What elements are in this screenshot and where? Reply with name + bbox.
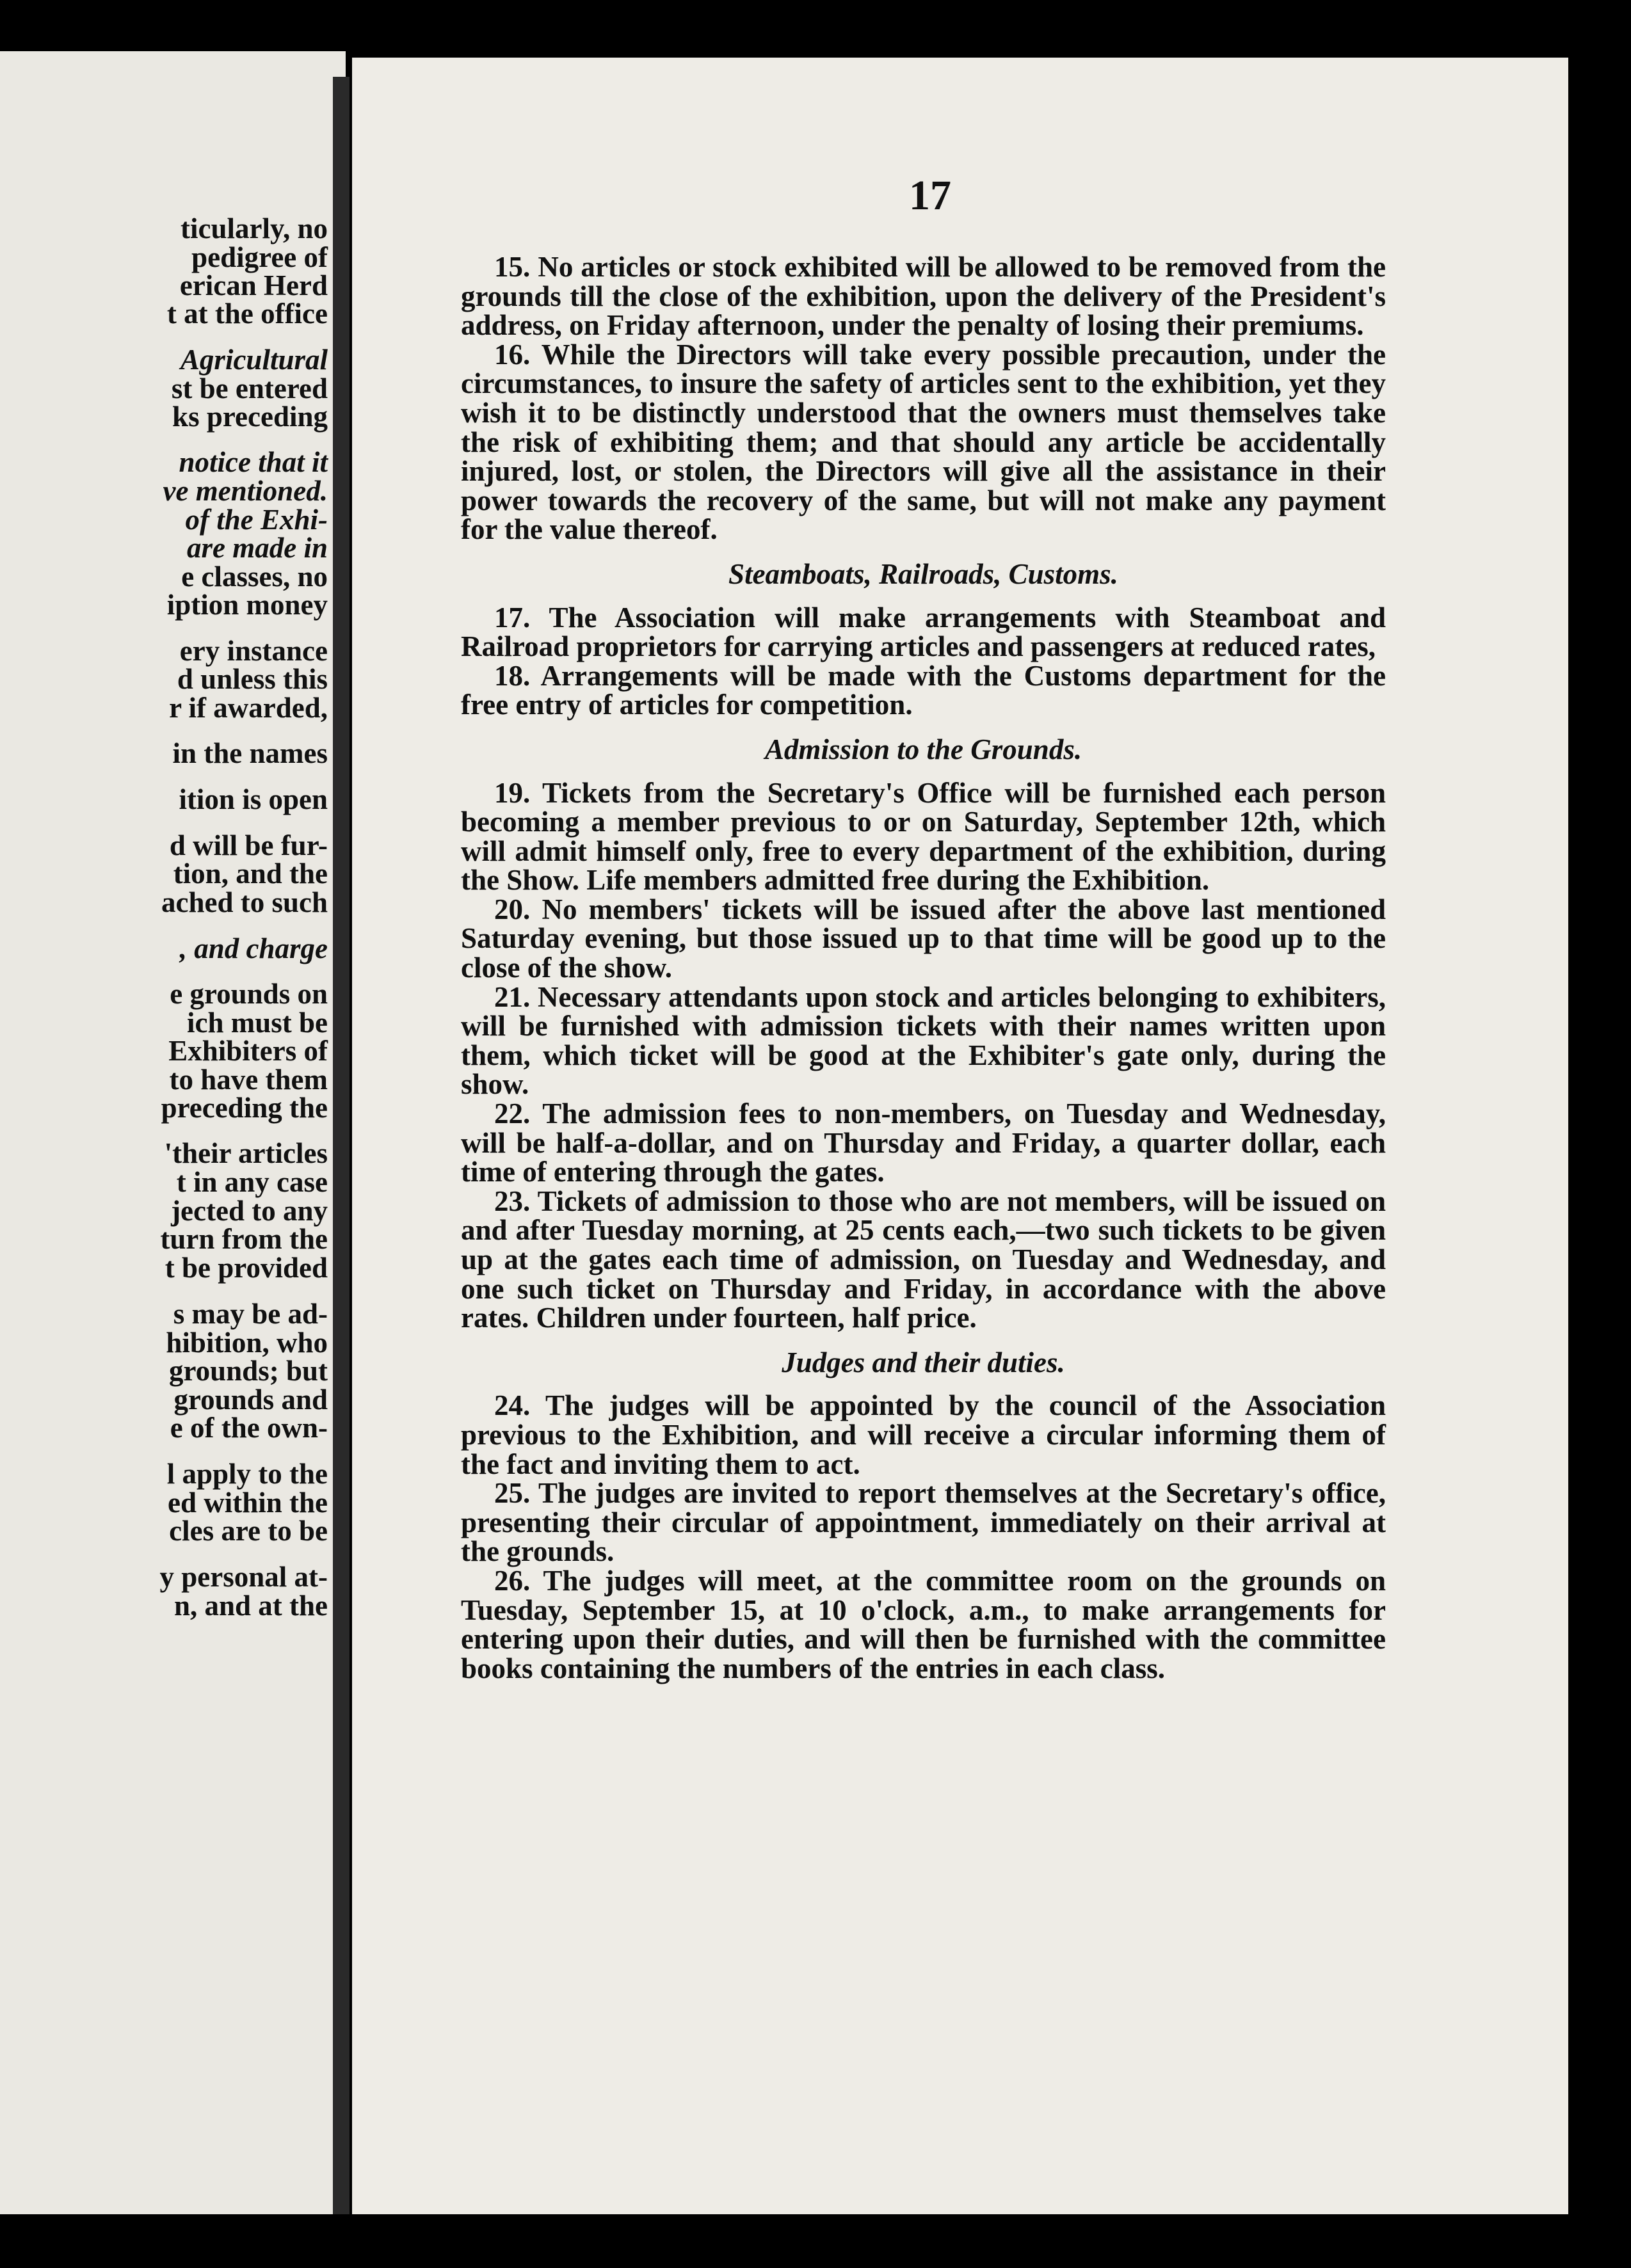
left-page-text-fragment: ition is open: [179, 783, 328, 815]
left-page-text-fragment: y personal at-: [159, 1561, 328, 1593]
left-page-text-fragment: ticularly, no: [180, 212, 328, 244]
left-page-text-fragment: d unless this: [177, 663, 328, 695]
rule-paragraph: 26. The judges will meet, at the committee room on the grounds on Tuesday, September 15, at 10 o'clock, a.m., to make arrangements for entering upon their duties, and will then be furnished with the committee books containing the numbers of the entries in each class.: [461, 1564, 1386, 1684]
section-heading: Admission to the Grounds.: [764, 733, 1082, 765]
section-heading: Judges and their duties.: [782, 1346, 1065, 1378]
rule-paragraph: 17. The Association will make arrangements with Steamboat and Railroad proprietors for carrying articles and passengers at reduced rates,: [461, 601, 1386, 663]
left-page-text-fragment: Agricultural: [180, 344, 328, 376]
left-page-text-fragment: e of the own-: [170, 1412, 328, 1444]
left-page-text-fragment: t in any case: [176, 1166, 328, 1198]
left-page-text-fragment: ks preceding: [172, 401, 328, 433]
rule-paragraph: 15. No articles or stock exhibited will be allowed to be removed from the grounds till the close of the exhibition, upon the delivery of the President's address, on Friday afternoon, under the penalty of losing their premiums.: [461, 251, 1386, 342]
left-page-text-fragment: jected to any: [171, 1195, 328, 1227]
left-page-text-fragment: 'their articles: [164, 1137, 328, 1169]
left-page-text-fragment: grounds; but: [168, 1355, 328, 1387]
left-page-text-fragment: ery instance: [179, 635, 328, 667]
left-page-text-fragment: l apply to the: [166, 1458, 328, 1490]
left-page-text-fragment: d will be fur-: [169, 829, 328, 861]
book-spine: [333, 77, 349, 2214]
left-page-text-fragment: notice that it: [179, 446, 328, 478]
left-page-text-fragment: in the names: [172, 737, 328, 769]
left-page-text-fragment: ve mentioned.: [163, 475, 328, 507]
left-page-text-fragment: of the Exhi-: [185, 504, 328, 536]
left-page-text-fragment: , and charge: [179, 932, 328, 964]
left-page-text-fragment: iption money: [166, 589, 328, 621]
left-page-text-fragment: to have them: [169, 1064, 328, 1096]
left-page-text-fragment: Exhibiters of: [168, 1035, 328, 1067]
rule-paragraph: 20. No members' tickets will be issued after the above last mentioned Saturday evening, but those issued up to that time will be good up to the close of the show.: [461, 893, 1386, 984]
left-page-text-fragment: n, and at the: [173, 1590, 328, 1622]
left-page-text-fragment: s may be ad-: [173, 1298, 328, 1330]
left-page-text-fragment: t be provided: [165, 1252, 328, 1284]
left-page-text-fragment: tion, and the: [173, 858, 328, 890]
rule-paragraph: 21. Necessary attendants upon stock and articles belonging to exhibiters, will be furnished with admission tickets with their names written upon them, which ticket will be good at the Exhibiter's gate only, during the show.: [461, 980, 1386, 1101]
left-page-text-fragment: are made in: [187, 532, 328, 564]
left-page-text-fragment: e grounds on: [170, 978, 328, 1010]
rule-paragraph: 24. The judges will be appointed by the council of the Association previous to the Exhibition, and will receive a circular informing them of the fact and inviting them to act.: [461, 1389, 1386, 1480]
left-page-text-fragment: pedigree of: [191, 241, 328, 273]
body-text: [461, 253, 1386, 1683]
left-page-text-fragment: cles are to be: [169, 1515, 328, 1547]
left-page-text-fragment: preceding the: [161, 1092, 328, 1124]
rule-paragraph: 18. Arrangements will be made with the Customs department for the free entry of articles for competition.: [461, 659, 1386, 721]
left-page-text-fragment: st be entered: [171, 372, 328, 404]
rule-paragraph: 23. Tickets of admission to those who are not members, will be issued on and after Tuesday morning, at 25 cents each,—two such tickets to be given up at the gates each time of admission, on Tuesday and Wednesday, and one such ticket on Thursday and Friday, in accordance with the above rates. Children under fourteen, half price.: [461, 1185, 1386, 1334]
left-page-text-fragment: grounds and: [173, 1384, 328, 1416]
left-page-text-fragment: r if awarded,: [169, 692, 328, 724]
left-page-text-fragment: turn from the: [160, 1223, 328, 1255]
page-number: 17: [909, 172, 951, 219]
left-page-text-fragment: t at the office: [166, 298, 328, 330]
rule-paragraph: 22. The admission fees to non-members, on Tuesday and Wednesday, will be half-a-dollar, and on Thursday and Friday, a quarter dollar, each time of entering through the gates.: [461, 1098, 1386, 1188]
left-page-fragment: [0, 51, 346, 2214]
section-heading: Steamboats, Railroads, Customs.: [728, 557, 1118, 590]
left-page-text-fragment: hibition, who: [166, 1327, 328, 1359]
left-page-text-fragment: e classes, no: [181, 561, 328, 593]
rule-paragraph: 25. The judges are invited to report themselves at the Secretary's office, presenting their circular of appointment, immediately on their arrival at the grounds.: [461, 1477, 1386, 1568]
left-page-text-fragment: ich must be: [186, 1007, 328, 1039]
left-page-text-fragment: ed within the: [167, 1487, 328, 1519]
left-page-text-fragment: ached to such: [161, 886, 328, 918]
rule-paragraph: 16. While the Directors will take every possible precaution, under the circumstances, to insure the safety of articles sent to the exhibition, yet they wish it to be distinctly understood that the owners must themselves take the risk of exhibiting them; and that should any article be accidentally injured, lost, or stolen, the Directors will give all the assistance in their power towards the recovery of the same, but will not make any payment for the value thereof.: [461, 338, 1386, 546]
rule-paragraph: 19. Tickets from the Secretary's Office will be furnished each person becoming a member previous to or on Saturday, September 12th, which will admit himself only, free to every department of the exhibition, during the Show. Life members admitted free during the Exhibition.: [461, 776, 1386, 897]
left-page-text-fragment: erican Herd: [179, 269, 328, 301]
